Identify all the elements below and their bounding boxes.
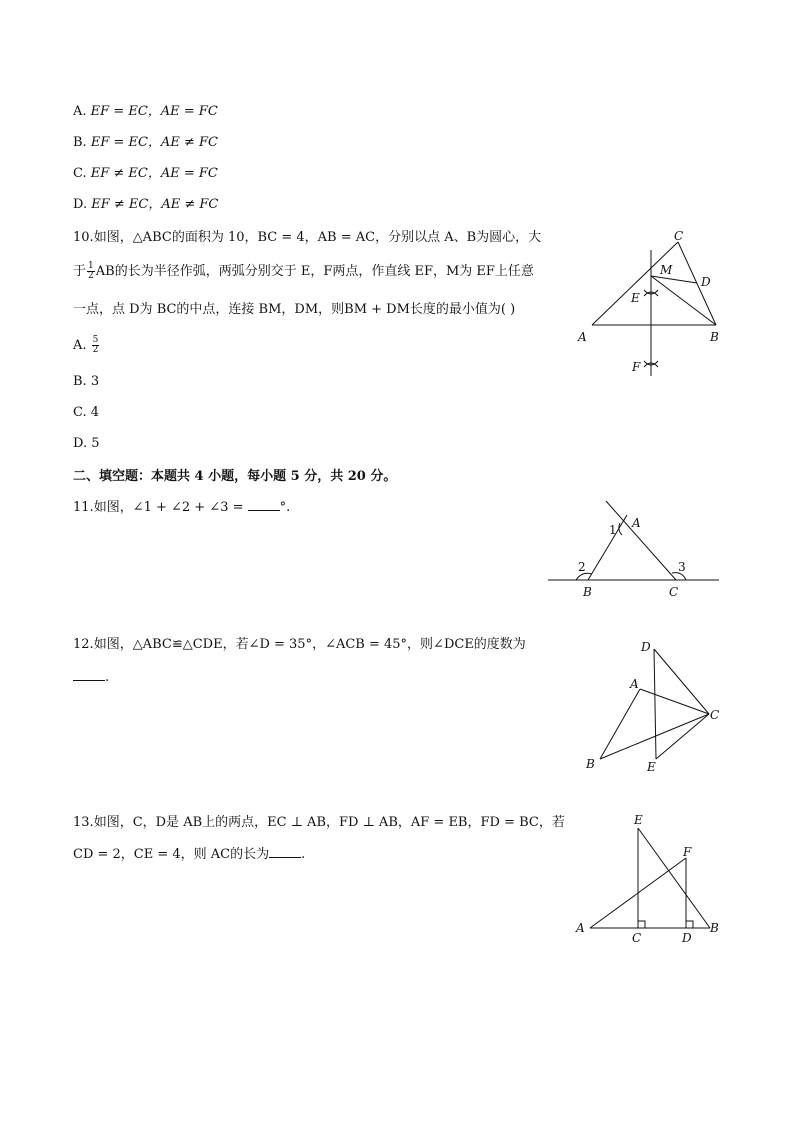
q10-option-c: C. 4 [73,405,100,420]
q12-stem: 12.如图，△ABC≌△CDE，若∠D = 35°，∠ACB = 45°，则∠DCE的度数为 [73,637,526,652]
label-f: F [632,360,641,374]
label-e: E [647,760,656,774]
label-e: E [631,291,640,305]
q10-option-d: D. 5 [73,436,100,451]
label-angle-1: 1 [609,523,617,537]
right-angle-c [638,921,645,928]
label-m: M [660,263,673,277]
section-2-title: 二、填空题：本题共 4 小题，每小题 5 分，共 20 分。 [73,469,397,484]
q10-option-b: B. 3 [73,374,100,389]
q9-option-d: D. EF ≠ EC，AE ≠ FC [73,197,219,212]
q10-stem-line3: 一点，点 D为 BC的中点，连接 BM，DM，则BM + DM长度的最小值为( ) [73,302,516,317]
label-d: D [701,275,711,289]
q13-stem-line1: 13.如图，C，D是 AB上的两点，EC ⊥ AB，FD ⊥ AB，AF = EB，FD = BC，若 [73,815,565,830]
label-b: B [583,585,592,599]
label-d: D [682,931,692,945]
answer-blank[interactable] [73,668,105,681]
label-b: B [586,757,595,771]
q9-option-a: A. EF = EC，AE = FC [73,104,218,119]
label-angle-3: 3 [678,560,686,574]
label-a: A [630,677,639,691]
label-c: C [632,931,642,945]
q10-option-a: A. $\frac{5}{2}$ [73,335,99,355]
q11-stem: 11.如图，∠1 + ∠2 + ∠3 = °. [73,500,291,515]
q10-stem-line1: 10.如图，△ABC的面积为 10，BC = 4，AB = AC，分别以点 A、B为圆心，大 [73,230,542,245]
label-a: A [578,330,587,344]
right-angle-d [686,921,693,928]
label-f: F [683,845,692,859]
label-b: B [710,330,719,344]
q12-answer-line: . [73,668,109,688]
q13-figure [573,810,723,945]
q9-option-b: B. EF = EC，AE ≠ FC [73,135,218,150]
q12-figure [583,637,723,777]
segment-ab [600,689,640,759]
q11-figure [548,497,720,601]
q10-figure [570,228,730,378]
label-c: C [674,229,684,243]
half-fraction: $\frac{1}{2}$ [88,261,94,281]
label-e: E [634,813,643,827]
five-halves-fraction: $\frac{5}{2}$ [92,335,99,355]
label-angle-2: 2 [578,560,586,574]
label-a: A [632,516,641,530]
segment-ac-extended [606,501,676,580]
label-d: D [641,640,651,654]
q13-stem-line2: CD = 2，CE = 4，则 AC的长为 . [73,847,306,862]
label-c: C [710,708,720,722]
segment-de [654,649,656,759]
label-a: A [576,921,585,935]
segment-md [651,276,697,283]
segment-bc [600,714,709,759]
label-b: B [710,921,719,935]
segment-ba [588,515,627,580]
answer-blank[interactable] [248,498,280,511]
answer-blank[interactable] [269,845,301,858]
segment-ac [592,242,678,325]
segment-ec [656,714,709,759]
label-c: C [669,585,679,599]
q10-stem-line2: 于 $\frac{1}{2}$ AB的长为半径作弧，两弧分别交于 E，F两点，作直线 EF，M为 EF上任意 [73,261,534,281]
segment-eb [638,828,710,928]
q9-option-c: C. EF ≠ EC，AE = FC [73,166,218,181]
